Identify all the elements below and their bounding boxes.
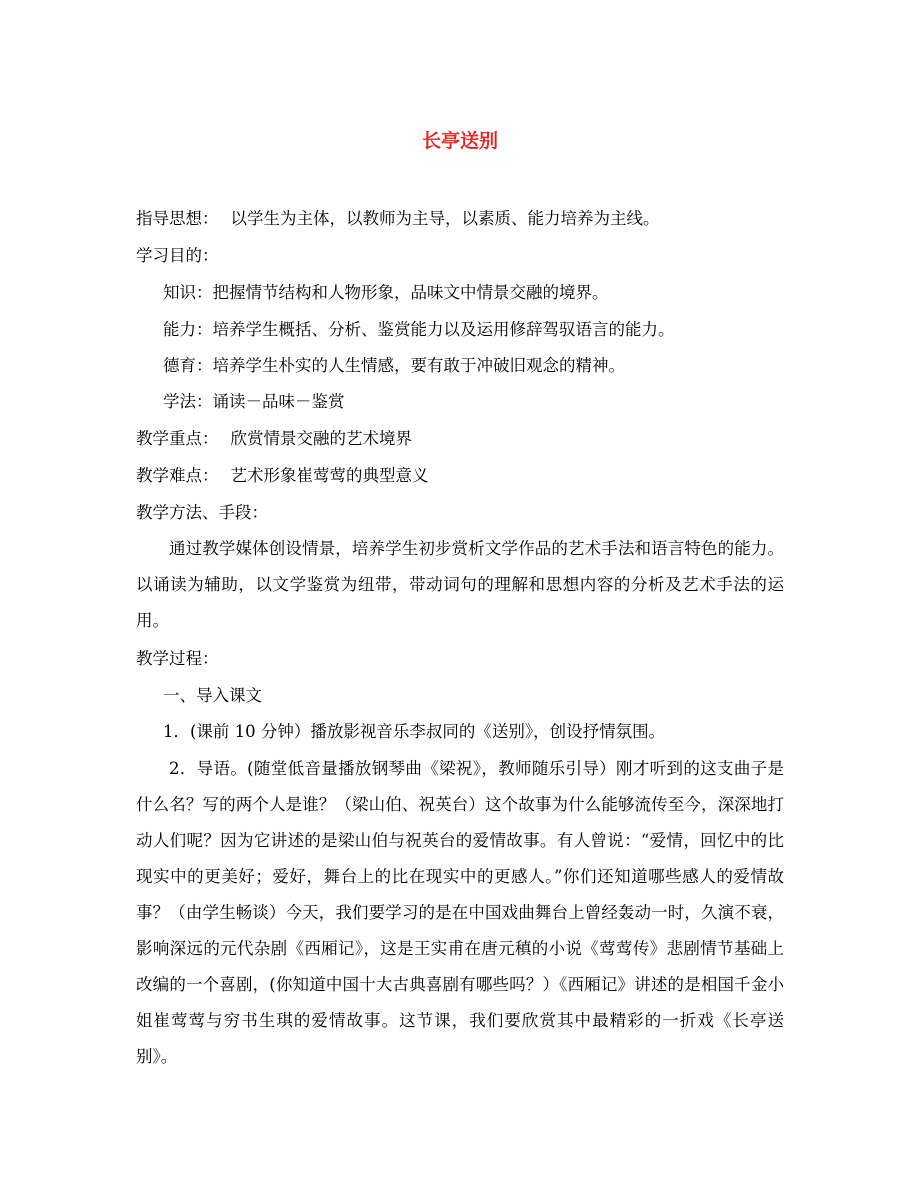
step-one-text: 1．(课前 10 分钟）播放影视音乐李叔同的《送别》，创设抒情氛围。: [163, 722, 666, 741]
objective-morality: 德育：培养学生朴实的人生情感，要有敢于冲破旧观念的精神。: [163, 356, 625, 375]
teaching-difficulty-line: [136, 464, 429, 488]
methods-paragraph: 通过教学媒体创设情景，培养学生初步赏析文学作品的艺术手法和语言特色的能力。以诵读为辅助，以文学鉴赏为纽带，带动词句的理解和思想内容的分析及艺术手法的运用。: [136, 539, 784, 630]
guiding-thought-text: 以学生为主体，以教师为主导，以素质、能力培养为主线。: [230, 209, 660, 228]
guiding-thought-line: [136, 207, 660, 231]
objective-knowledge: 知识：把握情节结构和人物形象，品味文中情景交融的境界。: [163, 283, 609, 302]
section-one-heading: 一、导入课文: [163, 686, 262, 705]
teaching-focus-text: 欣赏情景交融的艺术境界: [230, 429, 412, 448]
step-two-paragraph: 2．导语。(随堂低音量播放钢琴曲《梁祝》，教师随乐引导）刚才听到的这支曲子是什么名？写的两个人是谁？（梁山伯、祝英台）这个故事为什么能够流传至今，深深地打动人们呢？因为它讲述的是梁山伯与祝英台的爱情故事。有人曾说：“爱情，回忆中的比现实中的更美好；爱好，舞台上的比在现实中的更感人。”你们还知道哪些感人的爱情故事？（由学生畅谈）今天，我们要学习的是在中国戏曲舞台上曾经轰动一时，久演不衰，影响深远的元代杂剧《西厢记》，这是王实甫在唐元稹的小说《莺莺传》悲剧情节基础上改编的一个喜剧，(你知道中国十大古典喜剧有哪些吗？）《西厢记》讲述的是相国千金小姐崔莺莺与穷书生琪的爱情故事。这节课，我们要欣赏其中最精彩的一折戏《长亭送别》。: [136, 759, 784, 1066]
objective-ability: 能力：培养学生概括、分析、鉴赏能力以及运用修辞驾驭语言的能力。: [163, 320, 675, 339]
teaching-difficulty-text: 艺术形象崔莺莺的典型意义: [230, 466, 429, 485]
teaching-focus-line: [136, 427, 412, 451]
teaching-focus-label: 教学重点：: [136, 429, 219, 448]
teaching-difficulty-label: 教学难点：: [136, 466, 219, 485]
process-heading: 教学过程：: [136, 649, 219, 668]
objective-study-method: 学法：诵读－品味－鉴赏: [163, 392, 345, 411]
methods-heading: 教学方法、手段：: [136, 503, 268, 522]
document-title: 长亭送别: [421, 130, 498, 152]
objectives-heading: 学习目的：: [136, 246, 219, 265]
guiding-thought-label: 指导思想：: [136, 209, 219, 228]
